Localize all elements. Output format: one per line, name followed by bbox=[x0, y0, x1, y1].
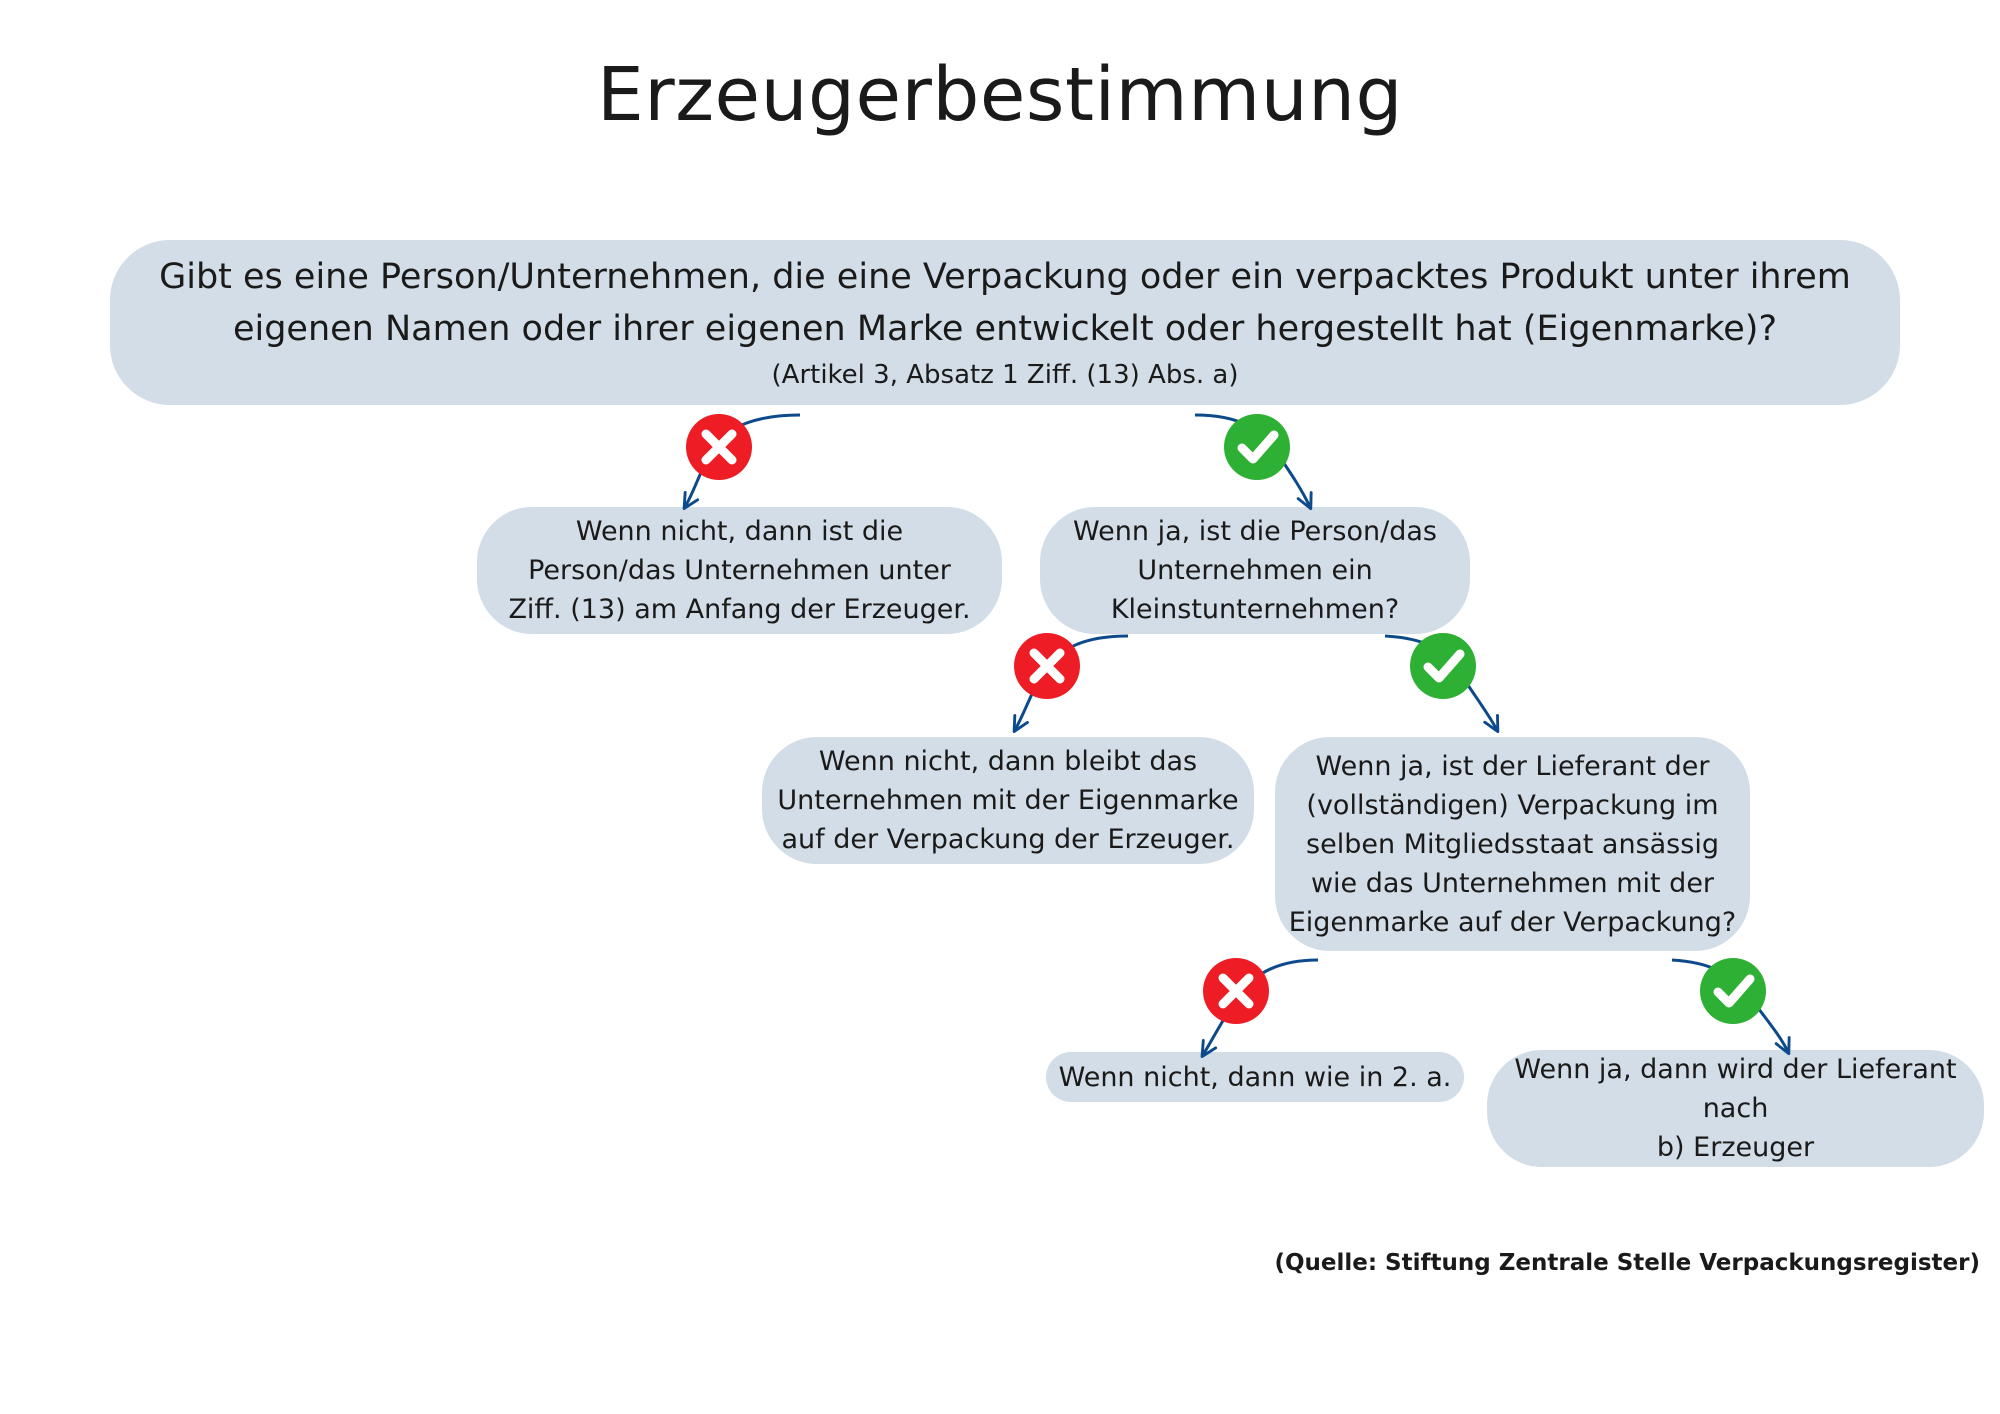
answer-yes-supplier-line-3: b) Erzeuger bbox=[1656, 1132, 1815, 1163]
question-supplier-same-state-line-3: selben Mitgliedsstaat ansässig bbox=[1306, 828, 1719, 860]
answer-no-micro-enterprise-line-3: auf der Verpackung der Erzeuger. bbox=[781, 824, 1235, 855]
question-supplier-same-state-line-4: wie das Unternehmen mit der bbox=[1310, 867, 1715, 899]
answer-no-own-brand-line-2: Person/das Unternehmen unter bbox=[528, 555, 951, 586]
no-cross-icon-2 bbox=[1014, 633, 1080, 699]
yes-check-icon-3 bbox=[1700, 958, 1766, 1024]
question-micro-enterprise-line-1: Wenn ja, ist die Person/das bbox=[1073, 516, 1437, 547]
answer-no-own-brand-line-1: Wenn nicht, dann ist die bbox=[575, 516, 904, 547]
question-micro-enterprise-line-2: Unternehmen ein bbox=[1137, 555, 1373, 586]
page-title: Erzeugerbestimmung bbox=[597, 52, 1403, 138]
question-own-brand-line-2: eigenen Namen oder ihrer eigenen Marke entwickelt oder hergestellt hat (Eigenmarke)? bbox=[232, 308, 1778, 349]
no-cross-icon-1 bbox=[686, 414, 752, 480]
yes-check-icon-2 bbox=[1410, 633, 1476, 699]
answer-yes-supplier-line-2: nach bbox=[1702, 1093, 1769, 1124]
answer-no-micro-enterprise-line-1: Wenn nicht, dann bleibt das bbox=[818, 746, 1198, 777]
question-own-brand-line-1: Gibt es eine Person/Unternehmen, die eine Verpackung oder ein verpacktes Produkt unter ihrem bbox=[159, 256, 1851, 297]
answer-no-supplier-line-1: Wenn nicht, dann wie in 2. a. bbox=[1058, 1061, 1452, 1093]
question-supplier-same-state-line-2: (vollständigen) Verpackung im bbox=[1306, 789, 1719, 821]
no-cross-icon-3 bbox=[1203, 958, 1269, 1024]
answer-no-own-brand-line-3: Ziff. (13) am Anfang der Erzeuger. bbox=[508, 594, 971, 625]
answer-yes-supplier-line-1: Wenn ja, dann wird der Lieferant bbox=[1514, 1054, 1957, 1085]
answer-no-micro-enterprise-line-2: Unternehmen mit der Eigenmarke bbox=[777, 785, 1239, 816]
source-note: (Quelle: Stiftung Zentrale Stelle Verpackungsregister) bbox=[1274, 1250, 1980, 1276]
question-own-brand-reference: (Artikel 3, Absatz 1 Ziff. (13) Abs. a) bbox=[771, 359, 1239, 390]
question-supplier-same-state-line-1: Wenn ja, ist der Lieferant der bbox=[1315, 750, 1710, 782]
question-micro-enterprise-line-3: Kleinstunternehmen? bbox=[1110, 594, 1400, 625]
question-supplier-same-state-line-5: Eigenmarke auf der Verpackung? bbox=[1288, 906, 1737, 938]
yes-check-icon-1 bbox=[1224, 414, 1290, 480]
